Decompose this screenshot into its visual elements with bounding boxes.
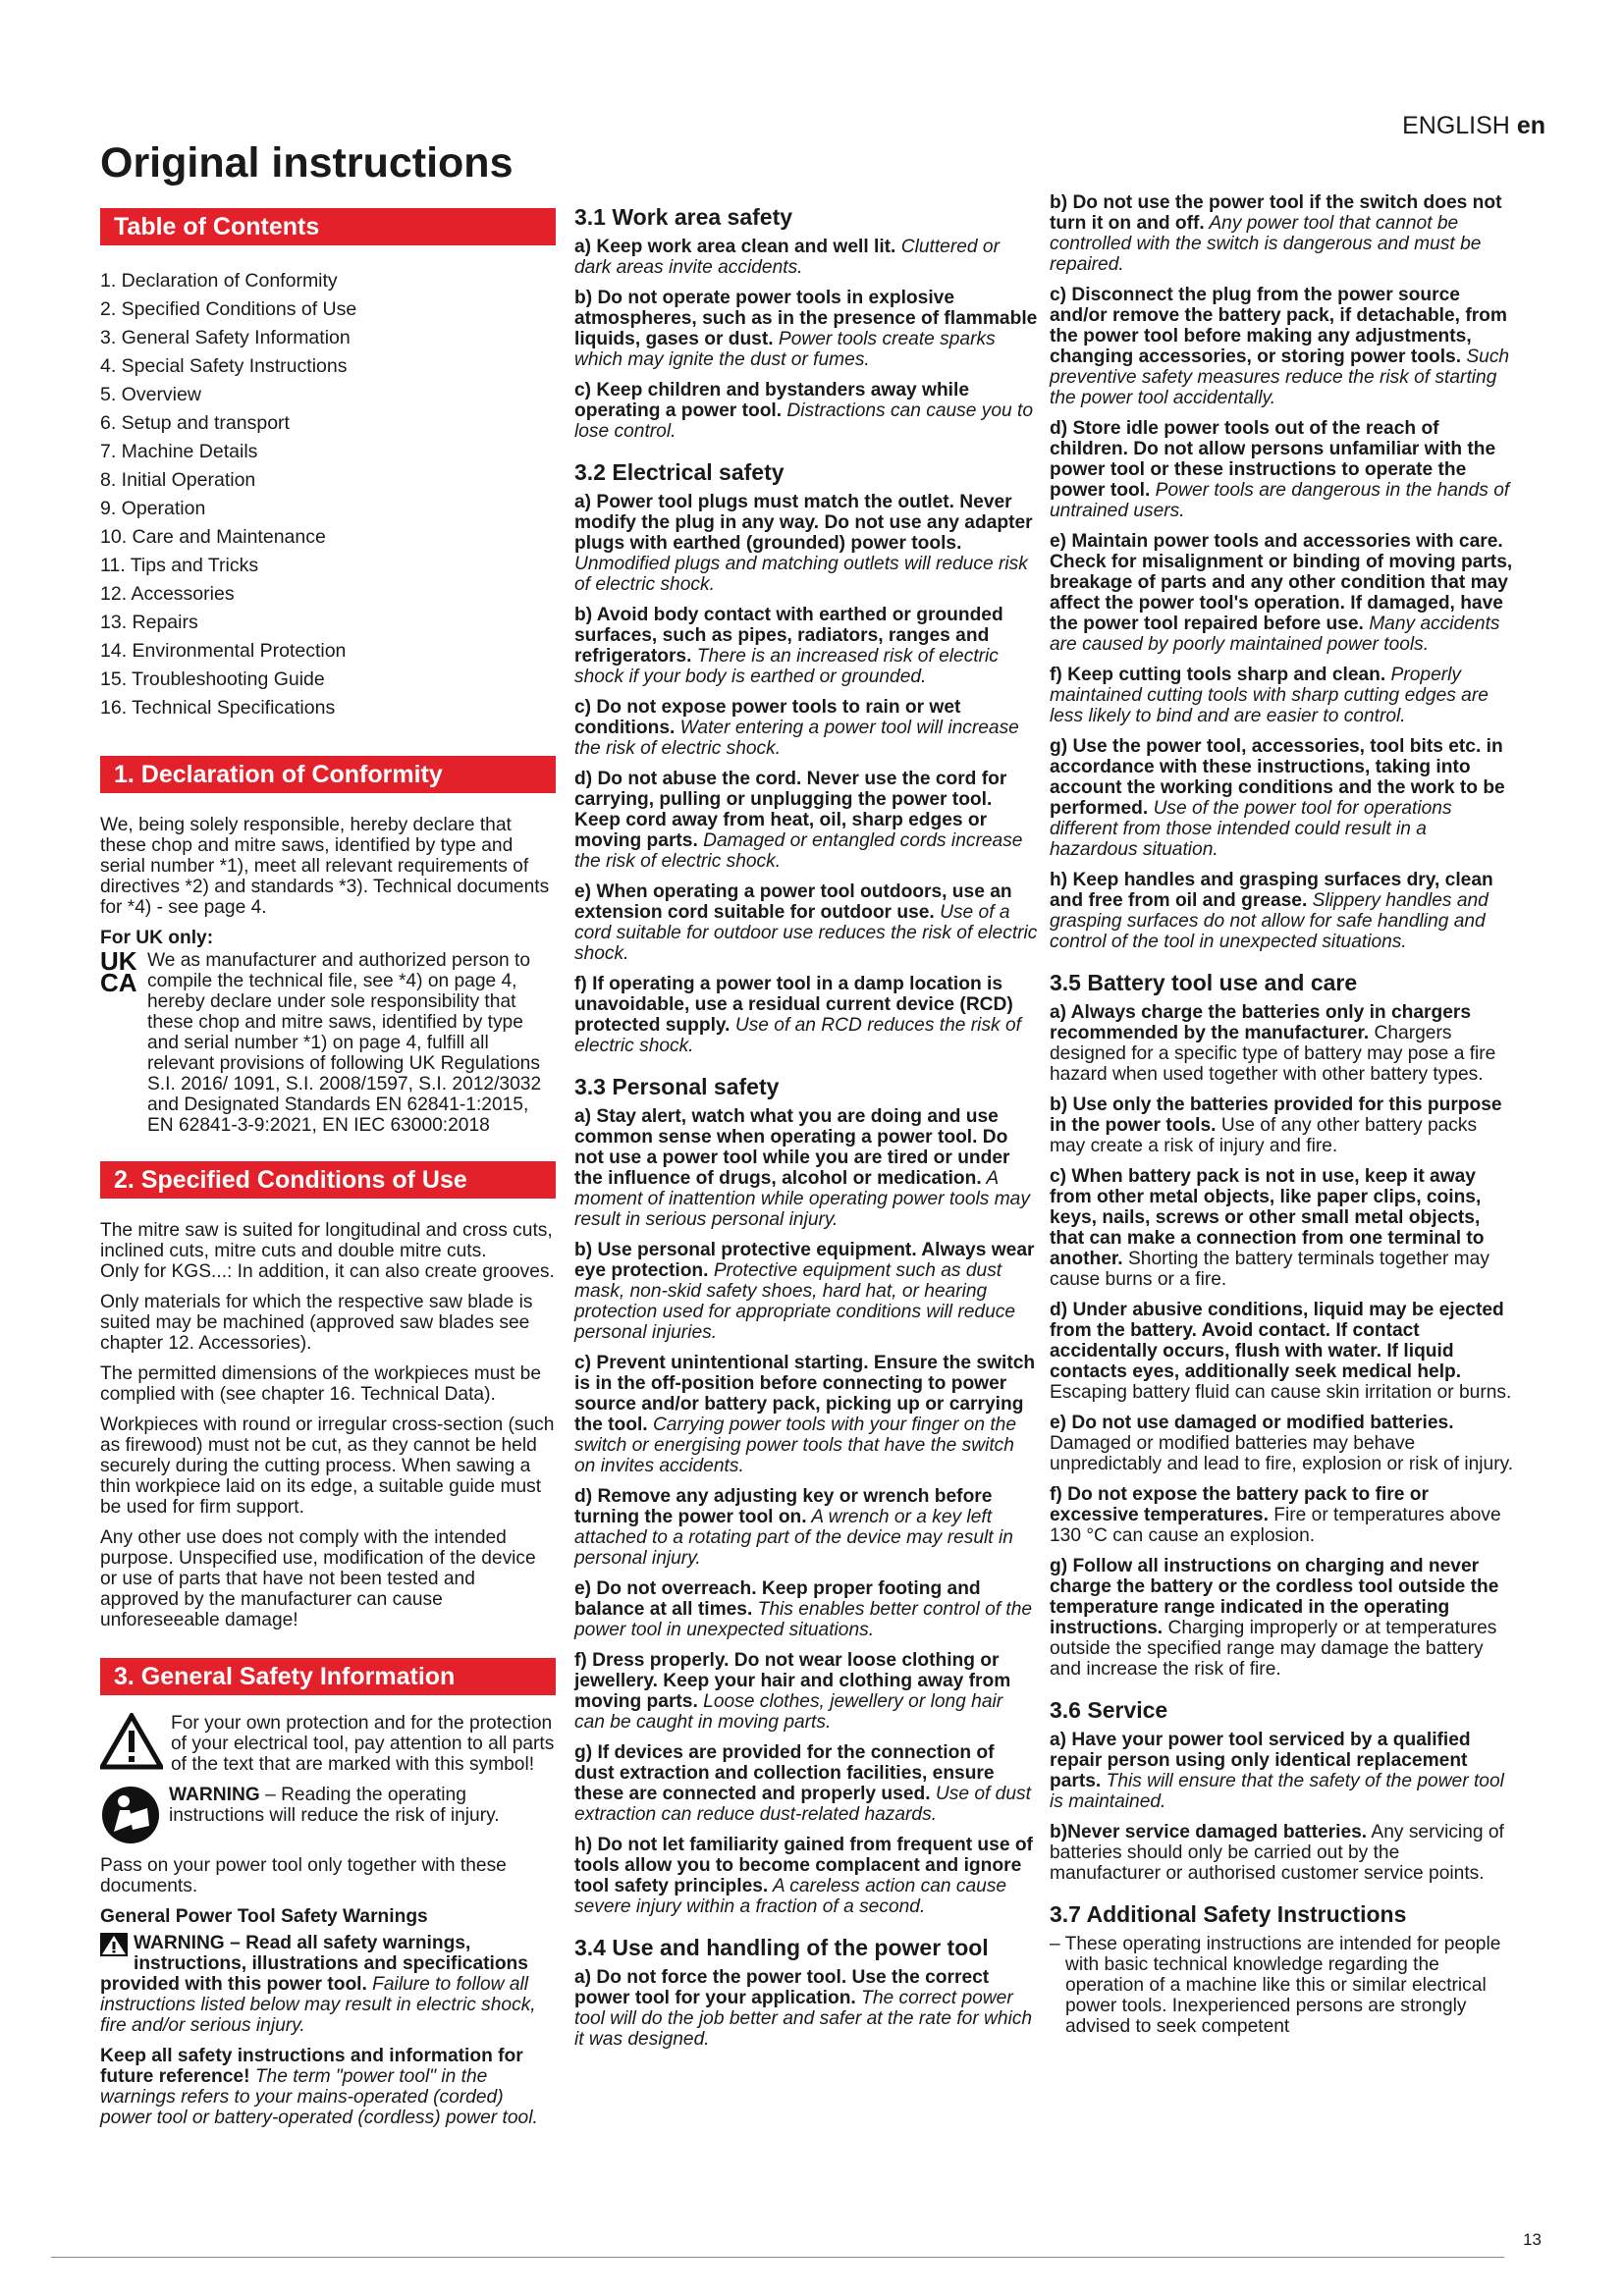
toc-item[interactable]: 7. Machine Details xyxy=(100,441,258,462)
section-1-heading: 1. Declaration of Conformity xyxy=(100,756,556,793)
use-text-2: Only materials for which the respective saw blade is suited may be machined (approved saw blades see chapter 12. Accessories). xyxy=(100,1292,533,1354)
toc-item[interactable]: 6. Setup and transport xyxy=(100,412,290,434)
section-3-1-heading: 3.1 Work area safety xyxy=(574,204,793,230)
toc-item[interactable]: 15. Troubleshooting Guide xyxy=(100,668,325,690)
toc-item[interactable]: 4. Special Safety Instructions xyxy=(100,355,348,377)
use-handling-b: b) Do not use the power tool if the switch does not turn it on and off. Any power tool that cannot be controlled with the switch is dangerous and must be repaired. xyxy=(1050,192,1502,275)
service-b: b)Never service damaged batteries. Any servicing of batteries should only be carried out by the manufacturer or authorised customer service points. xyxy=(1050,1822,1504,1884)
general-warning-text: WARNING – Read all safety warnings, instructions, illustrations and specifications provided with this power tool. Failure to follow all instructions listed below may result in electric shock, fire and/or serious injury. xyxy=(100,1933,536,2036)
use-text-kgs: Only for KGS...: In addition, it can also create grooves. xyxy=(100,1261,555,1282)
uk-heading: For UK only: xyxy=(100,928,214,948)
electrical-f: f) If operating a power tool in a damp location is unavoidable, use a residual current device (RCD) protected supply. Use of an RCD reduces the risk of electric shock. xyxy=(574,974,1021,1056)
column-1 xyxy=(100,192,556,2138)
toc-item[interactable]: 16. Technical Specifications xyxy=(100,697,336,719)
toc-item[interactable]: 2. Specified Conditions of Use xyxy=(100,298,357,320)
use-handling-d: d) Store idle power tools out of the reach of children. Do not allow persons unfamiliar with the power tool or these instructions to operate the power tool. Power tools are dangerous in the hands of untrained users. xyxy=(1050,418,1510,521)
warning-small-icon xyxy=(100,1933,128,1956)
work-area-c: c) Keep children and bystanders away while operating a power tool. Distractions can cause you to lose control. xyxy=(574,380,1034,442)
conformity-text: We, being solely responsible, hereby declare that these chop and mitre saws, identified by type and serial number *1), meet all relevant requirements of directives *2) and standards *3). Technical documents for *4) - see page 4. xyxy=(100,815,550,918)
electrical-c: c) Do not expose power tools to rain or wet conditions. Water entering a power tool will increase the risk of electric shock. xyxy=(574,697,1019,759)
keep-instructions-text: Keep all safety instructions and information for future reference! The term "power tool" in the warnings refers to your mains-operated (corded) power tool or battery-operated (cordless) power tool. xyxy=(100,2046,538,2128)
use-handling-h: h) Keep handles and grasping surfaces dry, clean and free from oil and grease. Slippery handles and grasping surfaces do not allow for safe handling and control of the tool in unexpected situations. xyxy=(1050,870,1493,952)
section-3-6-heading: 3.6 Service xyxy=(1050,1697,1168,1723)
personal-g: g) If devices are provided for the connection of dust extraction and collection facilities, ensure these are connected and properly used. Use of dust extraction can reduce dust-related hazards. xyxy=(574,1742,1031,1825)
section-3-7-heading: 3.7 Additional Safety Instructions xyxy=(1050,1901,1407,1927)
read-manual-icon xyxy=(100,1785,161,1845)
battery-e: e) Do not use damaged or modified batteries. Damaged or modified batteries may behave unpredictably and lead to fire, explosion or risk of injury. xyxy=(1050,1413,1514,1474)
battery-g: g) Follow all instructions on charging and never charge the battery or the cordless tool outside the temperature range indicated in the operating instructions. Charging improperly or at temperatures outside the specified range may damage the battery and increase the risk of fire. xyxy=(1050,1556,1499,1680)
column-2 xyxy=(574,192,1038,2059)
column-3 xyxy=(1050,192,1514,2047)
toc-item[interactable]: 12. Accessories xyxy=(100,583,235,605)
use-text-5: Any other use does not comply with the intended purpose. Unspecified use, modification of the device or use of parts that have not been tested and approved by the manufacturer can cause unforeseeable damage! xyxy=(100,1527,536,1630)
personal-h: h) Do not let familiarity gained from frequent use of tools allow you to become complacent and ignore tool safety principles. A careless action can cause severe injury within a fraction of a second. xyxy=(574,1835,1033,1917)
use-handling-f: f) Keep cutting tools sharp and clean. Properly maintained cutting tools with sharp cutting edges are less likely to bind and are easier to control. xyxy=(1050,665,1489,726)
warning-triangle-icon xyxy=(100,1713,163,1770)
use-handling-a: a) Do not force the power tool. Use the correct power tool for your application. The correct power tool will do the job better and safer at the rate for which it was designed. xyxy=(574,1967,1033,2050)
electrical-a: a) Power tool plugs must match the outlet. Never modify the plug in any way. Do not use any adapter plugs with earthed (grounded) power tools. Unmodified plugs and matching outlets will reduce risk of electric shock. xyxy=(574,492,1033,595)
read-instructions-warning: WARNING – Reading the operating instructions will reduce the risk of injury. xyxy=(169,1785,500,1826)
personal-f: f) Dress properly. Do not wear loose clothing or jewellery. Keep your hair and clothing away from moving parts. Loose clothes, jewellery or long hair can be caught in moving parts. xyxy=(574,1650,1011,1733)
battery-c: c) When battery pack is not in use, keep it away from other metal objects, like paper clips, coins, keys, nails, screws or other small metal objects, that can make a connection from one terminal to another. Shorting the battery terminals together may cause burns or a fire. xyxy=(1050,1166,1489,1290)
use-text-3: The permitted dimensions of the workpieces must be complied with (see chapter 16. Technical Data). xyxy=(100,1363,541,1405)
toc-heading: Table of Contents xyxy=(100,208,556,245)
personal-c: c) Prevent unintentional starting. Ensure the switch is in the off-position before connecting to power source and/or battery pack, picking up or carrying the tool. Carrying power tools with your finger on the switch or energising power tools that have the switch on invites accidents. xyxy=(574,1353,1036,1476)
ukca-mark-icon: UK CA xyxy=(100,946,137,997)
section-3-2-heading: 3.2 Electrical safety xyxy=(574,459,785,485)
section-3-5-heading: 3.5 Battery tool use and care xyxy=(1050,970,1358,995)
toc-item[interactable]: 9. Operation xyxy=(100,498,206,519)
personal-a: a) Stay alert, watch what you are doing and use common sense when operating a power tool. Do not use a power tool while you are tired or under the influence of drugs, alcohol or medication. A moment of inattention while operating power tools may result in serious personal injury. xyxy=(574,1106,1030,1230)
toc-item[interactable]: 14. Environmental Protection xyxy=(100,640,347,662)
personal-b: b) Use personal protective equipment. Always wear eye protection. Protective equipment such as dust mask, non-skid safety shoes, hard hat, or hearing protection used for appropriate conditions will reduce personal injuries. xyxy=(574,1240,1035,1343)
toc-item[interactable]: 3. General Safety Information xyxy=(100,327,351,348)
use-text-1: The mitre saw is suited for longitudinal and cross cuts, inclined cuts, mitre cuts and double mitre cuts. xyxy=(100,1220,553,1261)
use-text-4: Workpieces with round or irregular cross-section (such as firewood) must not be cut, as they cannot be held securely during the cutting process. When sawing a thin workpiece laid on its edge, a suitable guide must be used for firm support. xyxy=(100,1415,555,1518)
additional-safety-text: – These operating instructions are intended for people with basic technical knowledge regarding the operation of a machine like this or similar electrical power tools. Inexperienced persons are strongly advised to seek competent xyxy=(1050,1934,1501,2037)
pass-on-text: Pass on your power tool only together with these documents. xyxy=(100,1855,507,1896)
service-a: a) Have your power tool serviced by a qualified repair person using only identical replacement parts. This will ensure that the safety of the power tool is maintained. xyxy=(1050,1730,1504,1812)
work-area-b: b) Do not operate power tools in explosive atmospheres, such as in the presence of flammable liquids, gases or dust. Power tools create sparks which may ignite the dust or fumes. xyxy=(574,288,1038,370)
work-area-a: a) Keep work area clean and well lit. Cluttered or dark areas invite accidents. xyxy=(574,237,1000,278)
battery-d: d) Under abusive conditions, liquid may be ejected from the battery. Avoid contact. If contact accidentally occurs, flush with water. If liquid contacts eyes, additionally seek medical help. Escaping battery fluid can cause skin irritation or burns. xyxy=(1050,1300,1512,1403)
use-handling-g: g) Use the power tool, accessories, tool bits etc. in accordance with these instructions, taking into account the working conditions and the work to be performed. Use of the power tool for operations different from those intended could result in a hazardous situation. xyxy=(1050,736,1505,860)
battery-a: a) Always charge the batteries only in chargers recommended by the manufacturer. Chargers designed for a specific type of battery may pose a fire hazard when used together with other battery types. xyxy=(1050,1002,1496,1085)
section-2-heading: 2. Specified Conditions of Use xyxy=(100,1161,556,1199)
use-handling-c: c) Disconnect the plug from the power source and/or remove the battery pack, if detachable, from the power tool before making any adjustments, changing accessories, or storing power tools. Such preventive safety measures reduce the risk of starting the power tool accidentally. xyxy=(1050,285,1510,408)
battery-b: b) Use only the batteries provided for this purpose in the power tools. Use of any other battery packs may create a risk of injury and fire. xyxy=(1050,1095,1502,1156)
table-of-contents xyxy=(100,267,556,722)
personal-d: d) Remove any adjusting key or wrench before turning the power tool on. A wrench or a key left attached to a rotating part of the device may result in personal injury. xyxy=(574,1486,1013,1569)
page-title: Original instructions xyxy=(100,139,514,187)
toc-item[interactable]: 5. Overview xyxy=(100,384,201,405)
symbol-note: For your own protection and for the protection of your electrical tool, pay attention to all parts of the text that are marked with this symbol! xyxy=(171,1713,555,1775)
toc-item[interactable]: 11. Tips and Tricks xyxy=(100,555,259,576)
footer-divider xyxy=(51,2257,1504,2258)
section-3-3-heading: 3.3 Personal safety xyxy=(574,1074,780,1099)
toc-item[interactable]: 8. Initial Operation xyxy=(100,469,256,491)
page-number: 13 xyxy=(1523,2230,1542,2249)
use-handling-e: e) Maintain power tools and accessories with care. Check for misalignment or binding of moving parts, breakage of parts and any other condition that may affect the power tool's operation. If damaged, have the power tool repaired before use. Many accidents are caused by poorly maintained power tools. xyxy=(1050,531,1513,655)
toc-item[interactable]: 10. Care and Maintenance xyxy=(100,526,326,548)
section-3-4-heading: 3.4 Use and handling of the power tool xyxy=(574,1935,989,1960)
electrical-b: b) Avoid body contact with earthed or grounded surfaces, such as pipes, radiators, ranges and refrigerators. There is an increased risk of electric shock if your body is earthed or grounded. xyxy=(574,605,1003,687)
battery-f: f) Do not expose the battery pack to fire or excessive temperatures. Fire or temperatures above 130 °C can cause an explosion. xyxy=(1050,1484,1501,1546)
electrical-d: d) Do not abuse the cord. Never use the cord for carrying, pulling or unplugging the power tool. Keep cord away from heat, oil, sharp edges or moving parts. Damaged or entangled cords increase the risk of electric shock. xyxy=(574,769,1023,872)
uk-declaration-text: We as manufacturer and authorized person to compile the technical file, see *4) on page 4, hereby declare under sole responsibility that these chop and mitre saws, identified by type and serial number *1) on page 4, fulfill all relevant provisions of following UK Regulations S.I. 2016/ 1091, S.I. 2008/1597, S.I. 2012/3032 and Designated Standards EN 62841-1:2015, EN 62841-3-9:2021, EN IEC 63000:2018 xyxy=(147,950,542,1136)
electrical-e: e) When operating a power tool outdoors, use an extension cord suitable for outdoor use. Use of a cord suitable for outdoor use reduces the risk of electric shock. xyxy=(574,881,1038,964)
personal-e: e) Do not overreach. Keep proper footing and balance at all times. This enables better control of the power tool in unexpected situations. xyxy=(574,1578,1033,1640)
toc-item[interactable]: 1. Declaration of Conformity xyxy=(100,270,338,292)
language-label: ENGLISH en xyxy=(1402,112,1545,139)
general-warnings-heading: General Power Tool Safety Warnings xyxy=(100,1906,428,1927)
toc-item[interactable]: 13. Repairs xyxy=(100,612,198,633)
section-3-heading: 3. General Safety Information xyxy=(100,1658,556,1695)
